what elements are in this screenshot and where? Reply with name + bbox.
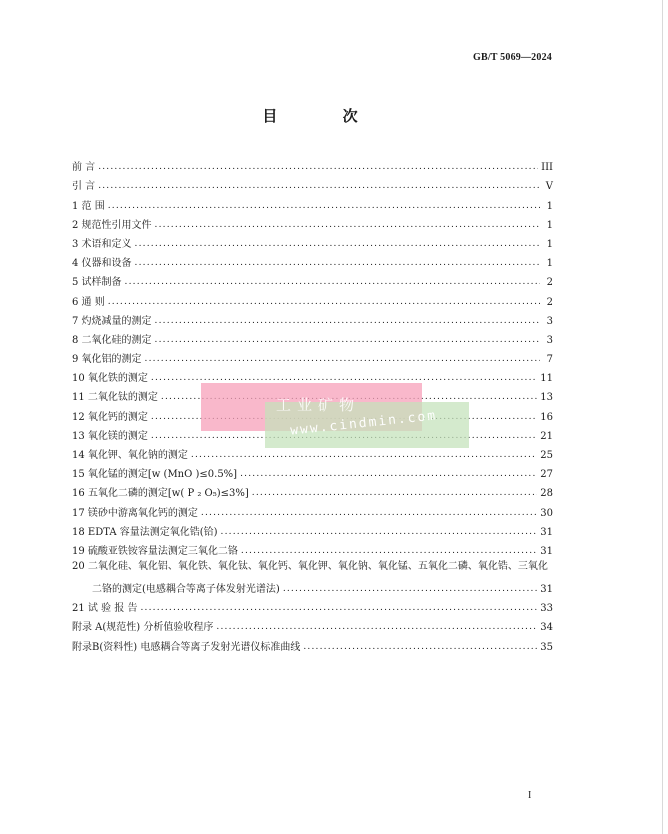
toc-leader-dots xyxy=(140,602,537,615)
toc-leader-dots xyxy=(135,257,540,270)
toc-leader-dots xyxy=(191,449,537,462)
toc-leader-dots xyxy=(240,468,537,481)
toc-leader-dots xyxy=(241,545,537,558)
toc-entry-label: 19 硫酸亚铁铵容量法测定三氧化二铬 xyxy=(72,545,238,557)
toc-entry-label: 前 言 xyxy=(72,162,96,174)
toc-entry[interactable] xyxy=(72,462,553,481)
toc-entry-label: 引 言 xyxy=(72,181,96,193)
toc-leader-dots xyxy=(108,200,540,213)
toc-entry-label: 14 氧化钾、氧化钠的测定 xyxy=(72,450,188,461)
toc-entry-page: III xyxy=(541,162,553,174)
toc-entry[interactable] xyxy=(72,309,553,328)
toc-entry-label: 13 氧化镁的测定 xyxy=(72,430,148,442)
toc-leader-dots xyxy=(216,621,537,634)
toc-entry[interactable] xyxy=(72,213,553,232)
toc-entry-page: 3 xyxy=(546,315,553,327)
page-edge xyxy=(662,0,663,834)
toc-leader-dots xyxy=(145,353,540,366)
toc-entry[interactable] xyxy=(72,481,553,500)
toc-entry-label: 1 范 围 xyxy=(72,200,105,212)
toc-entry-page: 31 xyxy=(540,583,553,595)
toc-entry[interactable] xyxy=(72,155,553,174)
toc-leader-dots xyxy=(108,296,540,309)
toc-entry-label: 18 EDTA 容量法测定氧化锆(铪) xyxy=(72,526,218,538)
toc-leader-dots xyxy=(283,583,537,596)
page-title: 目 次 xyxy=(262,107,388,125)
toc-leader-dots xyxy=(155,219,540,232)
toc-leader-dots xyxy=(303,641,537,654)
toc-entry-label: 12 氧化钙的测定 xyxy=(72,411,148,423)
toc-entry[interactable] xyxy=(72,596,553,615)
toc-entry-page: V xyxy=(545,181,553,193)
toc-entry-label: 2 规范性引用文件 xyxy=(72,219,152,231)
toc-entry[interactable] xyxy=(72,539,553,558)
toc-entry-label: 21 试 验 报 告 xyxy=(72,603,138,615)
toc-entry-page: 1 xyxy=(546,258,553,270)
toc-entry-page: 25 xyxy=(540,450,553,461)
toc-entry[interactable] xyxy=(72,634,553,653)
toc-entry-label: 20 二氧化硅、氧化铝、氧化铁、氧化钛、氧化钙、氧化钾、氧化钠、氧化锰、五氧化二磷、氧化锆、三氧化 xyxy=(72,560,548,572)
toc-entry-page: 2 xyxy=(546,277,553,289)
toc-entry[interactable] xyxy=(72,500,553,519)
toc-entry[interactable] xyxy=(72,193,553,212)
toc-entry-label: 17 镁砂中游离氧化钙的测定 xyxy=(72,507,198,519)
toc-leader-dots xyxy=(155,315,540,328)
toc-leader-dots xyxy=(221,526,538,539)
toc-entry-label: 附录B(资料性) 电感耦合等离子发射光谱仪标准曲线 xyxy=(72,641,301,653)
toc-entry-page: 1 xyxy=(546,219,553,231)
toc-entry[interactable] xyxy=(72,520,553,539)
watermark-text: 工业矿物 xyxy=(276,396,361,414)
toc-entry-label: 3 术语和定义 xyxy=(72,238,132,250)
toc-entry-page: 34 xyxy=(540,622,553,634)
toc-entry-page: 31 xyxy=(540,526,553,538)
page-number: I xyxy=(528,790,532,801)
toc-entry-page: 13 xyxy=(540,392,553,404)
toc-entry-label: 4 仪器和设备 xyxy=(72,258,132,270)
toc-entry-label: 6 通 则 xyxy=(72,296,105,308)
toc-entry-label: 10 氧化铁的测定 xyxy=(72,373,148,385)
toc-entry[interactable] xyxy=(72,174,553,193)
toc-entry-page: 16 xyxy=(540,411,553,423)
toc-entry-page: 21 xyxy=(540,430,553,442)
toc-entry-label: 9 氧化铝的测定 xyxy=(72,354,142,366)
toc-entry[interactable] xyxy=(72,270,553,289)
toc-entry-page: 1 xyxy=(546,238,553,250)
toc-entry[interactable] xyxy=(72,615,553,634)
toc-leader-dots xyxy=(201,507,537,520)
toc-entry-label-continued: 二铬的测定(电感耦合等离子体发射光谱法) xyxy=(92,583,280,595)
toc-entry[interactable] xyxy=(72,558,553,596)
toc-entry-page: 7 xyxy=(546,354,553,366)
toc-entry-label: 15 氧化锰的测定[w (MnO )≤0.5%] xyxy=(72,469,238,481)
toc-entry-page: 28 xyxy=(540,488,553,500)
toc-leader-dots xyxy=(252,487,537,500)
toc-entry-label: 16 五氧化二磷的测定[w( P ₂ O₅)≤3%] xyxy=(72,488,249,500)
toc-entry[interactable] xyxy=(72,328,553,347)
toc-entry-page: 31 xyxy=(540,545,553,557)
toc-leader-dots xyxy=(98,180,540,193)
toc-leader-dots xyxy=(125,276,540,289)
toc-entry-page: 11 xyxy=(540,373,553,385)
toc-entry-page: 30 xyxy=(540,507,553,519)
toc-entry-page: 35 xyxy=(540,641,553,653)
toc-entry[interactable] xyxy=(72,347,553,366)
toc-entry[interactable] xyxy=(72,232,553,251)
standard-code: GB/T 5069—2024 xyxy=(472,52,552,63)
toc-leader-dots xyxy=(135,238,540,251)
toc-entry-page: 2 xyxy=(546,296,553,308)
toc-entry-label: 附录 A(规范性) 分析值验收程序 xyxy=(72,622,214,634)
toc-entry-page: 33 xyxy=(540,603,553,615)
toc-entry[interactable] xyxy=(72,289,553,308)
toc-entry-label: 7 灼烧减量的测定 xyxy=(72,315,152,327)
toc-leader-dots xyxy=(98,161,538,174)
toc-entry-page: 3 xyxy=(546,334,553,346)
watermark-url: www.cindmin.com xyxy=(289,408,438,439)
toc-leader-dots xyxy=(155,334,540,347)
toc-entry-page: 1 xyxy=(546,200,553,212)
toc-entry[interactable] xyxy=(72,251,553,270)
toc-entry-label: 5 试样制备 xyxy=(72,277,122,289)
toc-entry-page: 27 xyxy=(540,469,553,481)
toc-entry-label: 11 二氧化钛的测定 xyxy=(72,392,158,404)
toc-entry-label: 8 二氧化硅的测定 xyxy=(72,334,152,346)
